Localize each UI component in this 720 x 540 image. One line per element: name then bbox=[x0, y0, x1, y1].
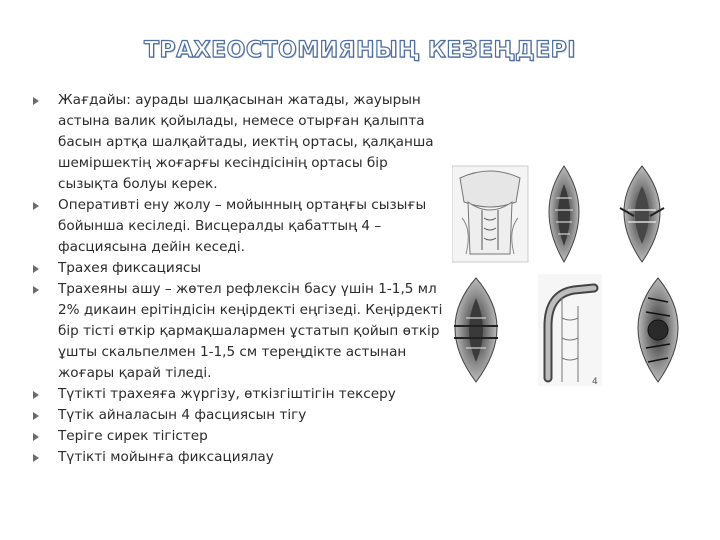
list-item bbox=[30, 258, 450, 279]
svg-text:4: 4 bbox=[592, 377, 598, 387]
bullet-arrow-icon bbox=[33, 412, 39, 420]
panel-c-fixation bbox=[620, 166, 664, 262]
list-item bbox=[30, 447, 450, 468]
list-item bbox=[30, 195, 450, 258]
bullet-arrow-icon bbox=[33, 265, 39, 273]
bullet-arrow-icon bbox=[33, 391, 39, 399]
panel-b-incision bbox=[549, 166, 579, 262]
bullet-arrow-icon bbox=[33, 286, 39, 294]
list-item bbox=[30, 90, 450, 195]
bullet-arrow-icon bbox=[33, 97, 39, 105]
bullet-text: Түтікті трахеяға жүргізу, өткізгіштігін тексеру bbox=[58, 386, 396, 402]
bullet-list bbox=[30, 90, 450, 468]
panel-e-cannula bbox=[538, 274, 602, 387]
list-item bbox=[30, 279, 450, 384]
bullet-text: Түтікті мойынға фиксациялау bbox=[58, 449, 274, 465]
list-item bbox=[30, 384, 450, 405]
bullet-text: Оперативті ену жолу – мойынның ортаңғы сызығы бойынша кесіледі. Висцералды қабаттың 4 – фасциясына дейін кеседі. bbox=[58, 197, 427, 255]
panel-a-neck bbox=[452, 166, 528, 262]
bullet-text: Трахеяны ашу – жөтел рефлексін басу үшін 1-1,5 мл 2% дикаин ерітіндісін кеңірдекті еңгізеді. Кеңірдекті бір тісті өткір қармақшалармен ұстатып қойып өткір ұшты скальпелмен 1-1,5 см тереңдікте астынан жоғары қарай тіледі. bbox=[58, 281, 443, 381]
list-item bbox=[30, 426, 450, 447]
list-item bbox=[30, 405, 450, 426]
bullet-text: Түтік айналасын 4 фасциясын тігу bbox=[58, 407, 307, 423]
bullet-text: Трахея фиксациясы bbox=[58, 260, 202, 276]
slide-title: ТРАХЕОСТОМИЯНЫҢ КЕЗЕҢДЕРІ bbox=[144, 38, 576, 63]
bullet-text: Теріге сирек тігістер bbox=[58, 428, 208, 444]
bullet-arrow-icon bbox=[33, 433, 39, 441]
panel-f-sutures bbox=[638, 278, 678, 382]
bullet-arrow-icon bbox=[33, 454, 39, 462]
panel-d-opening bbox=[454, 278, 498, 382]
bullet-arrow-icon bbox=[33, 202, 39, 210]
tracheostomy-illustration bbox=[452, 158, 704, 398]
bullet-text: Жағдайы: аурады шалқасынан жатады, жауырын астына валик қойылады, немесе отырған қалыпта басын артқа шалқайтады, иектің ортасы, қалқанша шеміршектің жоғарғы кесіндісінің ортасы бір сызықта болуы керек. bbox=[58, 92, 434, 192]
